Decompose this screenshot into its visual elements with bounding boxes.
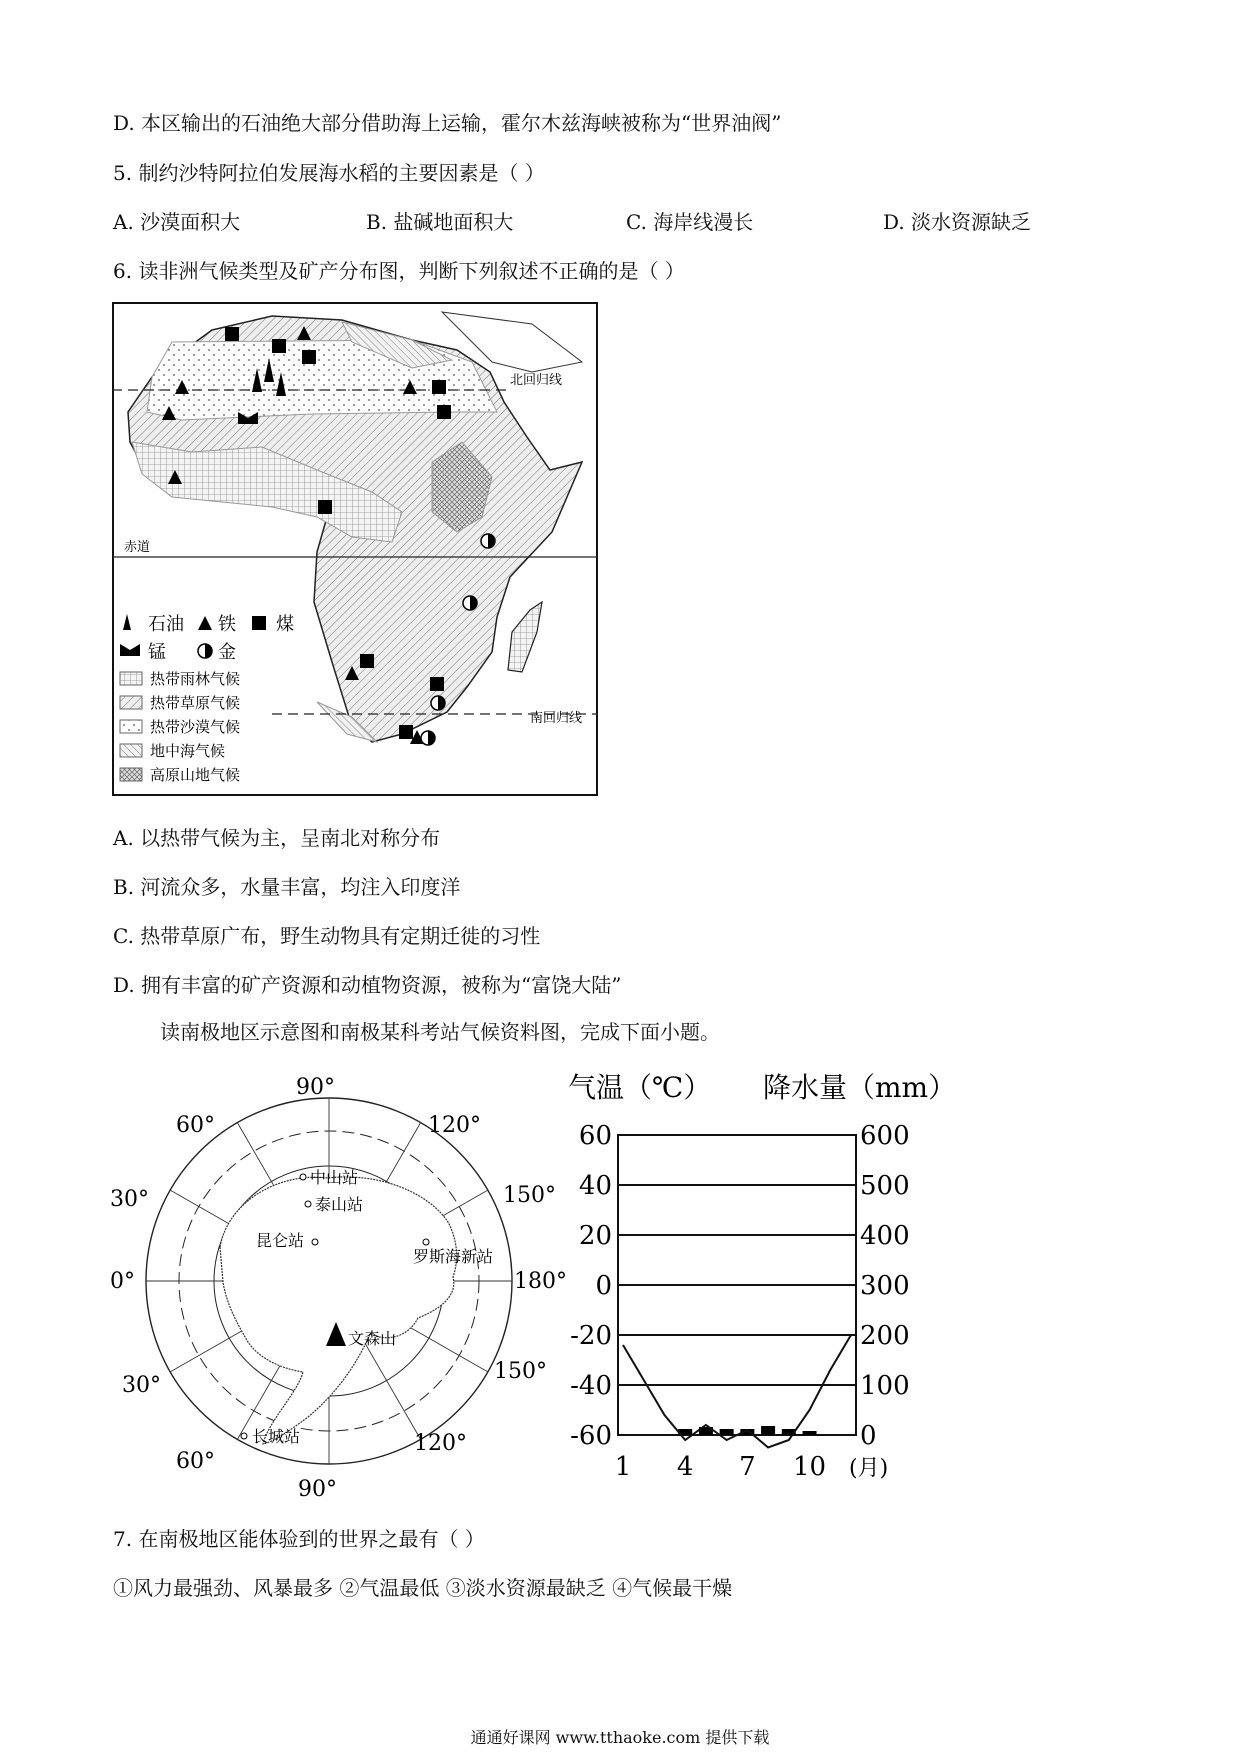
right-axis-ticks (860, 1121, 910, 1451)
q6-option-a: A. 以热带气候为主，呈南北对称分布 (113, 826, 441, 850)
left-tick-label: -60 (570, 1421, 612, 1451)
question-6: 6. 读非洲气候类型及矿产分布图，判断下列叙述不正确的是（ ） (113, 259, 685, 283)
x-axis-unit: (月) (849, 1456, 889, 1481)
left-axis-ticks (570, 1121, 612, 1451)
highland-swatch (120, 768, 142, 781)
legend-highland: 高原山地气候 (150, 766, 241, 784)
right-tick-label: 0 (860, 1421, 877, 1451)
right-tick-label: 600 (860, 1121, 910, 1151)
coal-icon (360, 654, 374, 668)
legend-rainforest: 热带雨林气候 (150, 670, 241, 688)
legend-coal: 煤 (276, 614, 294, 635)
coal-icon (252, 616, 266, 630)
legend-gold: 金 (218, 642, 236, 663)
question-5: 5. 制约沙特阿拉伯发展海水稻的主要因素是（ ） (113, 161, 545, 185)
station-ross-sea: 罗斯海新站 (413, 1247, 494, 1266)
gold-icon (421, 731, 435, 745)
left-tick-label: -40 (570, 1371, 612, 1401)
legend-oil: 石油 (148, 614, 184, 635)
q6-option-d: D. 拥有丰富的矿产资源和动植物资源，被称为“富饶大陆” (113, 973, 622, 997)
q5-option-c: C. 海岸线漫长 (626, 210, 754, 234)
q4-option-d: D. 本区输出的石油绝大部分借助海上运输，霍尔木兹海峡被称为“世界油阀” (113, 111, 782, 135)
zhongshan-station-marker (300, 1174, 306, 1180)
desert-swatch (120, 720, 142, 733)
page-footer: 通通好课网 www.tthaoke.com 提供下载 (470, 1728, 770, 1747)
lon-60-top: 60° (176, 1113, 215, 1138)
group-intro: 读南极地区示意图和南极某科考站气候资料图，完成下面小题。 (160, 1020, 720, 1044)
right-tick-label: 300 (860, 1271, 910, 1301)
lon-150-bottom: 150° (494, 1359, 547, 1384)
x-tick-label: 4 (676, 1452, 694, 1482)
lon-150-top: 150° (503, 1183, 556, 1208)
left-tick-label: 0 (595, 1271, 612, 1301)
coal-icon (399, 725, 413, 739)
lon-60-bottom: 60° (176, 1449, 215, 1474)
station-kunlun: 昆仑站 (256, 1231, 305, 1250)
q5-option-b: B. 盐碱地面积大 (366, 210, 514, 234)
q7-statements: ①风力最强劲、风暴最多 ②气温最低 ③淡水资源最缺乏 ④气候最干燥 (113, 1576, 733, 1600)
antarctica-polar-map (108, 1072, 570, 1506)
lon-120-bottom: 120° (414, 1431, 467, 1456)
kunlun-station-marker (312, 1239, 318, 1245)
coal-icon (430, 677, 444, 691)
x-tick-label: 7 (739, 1452, 756, 1482)
question-7: 7. 在南极地区能体验到的世界之最有（ ） (113, 1527, 485, 1551)
lon-120-top: 120° (428, 1113, 481, 1138)
left-tick-label: 20 (578, 1221, 612, 1251)
q5-option-d: D. 淡水资源缺乏 (883, 210, 1032, 234)
precipitation-bar (761, 1426, 775, 1435)
coal-icon (318, 500, 332, 514)
right-tick-label: 500 (860, 1171, 910, 1201)
climate-chart (568, 1065, 968, 1497)
left-tick-label: 40 (578, 1171, 612, 1201)
station-zhongshan: 中山站 (310, 1168, 359, 1187)
great-wall-station-marker (241, 1433, 247, 1439)
q5-option-a: A. 沙漠面积大 (113, 210, 241, 234)
coal-icon (432, 380, 446, 394)
tropic-north-label: 北回归线 (510, 373, 563, 388)
lon-90-top: 90° (296, 1075, 335, 1100)
lon-180: 180° (514, 1269, 567, 1294)
gold-icon (463, 596, 477, 610)
gold-icon (198, 644, 212, 658)
savanna-swatch (120, 696, 142, 709)
q6-option-b: B. 河流众多，水量丰富，均注入印度洋 (113, 875, 461, 899)
left-tick-label: 60 (578, 1121, 612, 1151)
coal-icon (302, 350, 316, 364)
africa-climate-mineral-map (112, 302, 598, 796)
rainforest-swatch (120, 672, 142, 685)
coal-icon (225, 327, 239, 341)
legend-savanna: 热带草原气候 (150, 694, 241, 712)
gold-icon (431, 696, 445, 710)
lon-0: 0° (110, 1269, 135, 1294)
precipitation-bar (720, 1429, 734, 1435)
mediterranean-swatch (120, 744, 142, 757)
x-axis-ticks (615, 1452, 826, 1482)
lon-90-bottom: 90° (298, 1477, 337, 1502)
taishan-station-marker (305, 1201, 311, 1207)
precipitation-bar (803, 1431, 817, 1435)
tropic-south-label: 南回归线 (530, 711, 583, 726)
right-tick-label: 100 (860, 1371, 910, 1401)
coal-icon (437, 405, 451, 419)
right-tick-label: 200 (860, 1321, 910, 1351)
legend-iron: 铁 (218, 614, 236, 635)
legend-desert: 热带沙漠气候 (150, 718, 241, 736)
station-great-wall: 长城站 (252, 1427, 301, 1446)
right-axis-title: 降水量（mm） (763, 1071, 957, 1104)
left-axis-title: 气温（℃） (568, 1071, 712, 1104)
gold-icon (481, 534, 495, 548)
legend-mediterranean: 地中海气候 (150, 742, 226, 760)
mountain-vinson: 文森山 (348, 1329, 397, 1348)
lon-30-top: 30° (110, 1187, 149, 1212)
q6-option-c: C. 热带草原广布，野生动物具有定期迁徙的习性 (113, 924, 541, 948)
ross-sea-station-marker (423, 1239, 429, 1245)
legend-manganese: 锰 (148, 642, 166, 663)
lon-30-bottom: 30° (122, 1373, 161, 1398)
coal-icon (272, 339, 286, 353)
x-tick-label: 1 (614, 1452, 632, 1482)
right-tick-label: 400 (860, 1221, 910, 1251)
station-taishan: 泰山站 (315, 1195, 364, 1214)
x-tick-label: 10 (792, 1452, 827, 1482)
antarctica-outline (220, 1177, 457, 1444)
equator-label: 赤道 (124, 540, 151, 555)
left-tick-label: -20 (570, 1321, 612, 1351)
